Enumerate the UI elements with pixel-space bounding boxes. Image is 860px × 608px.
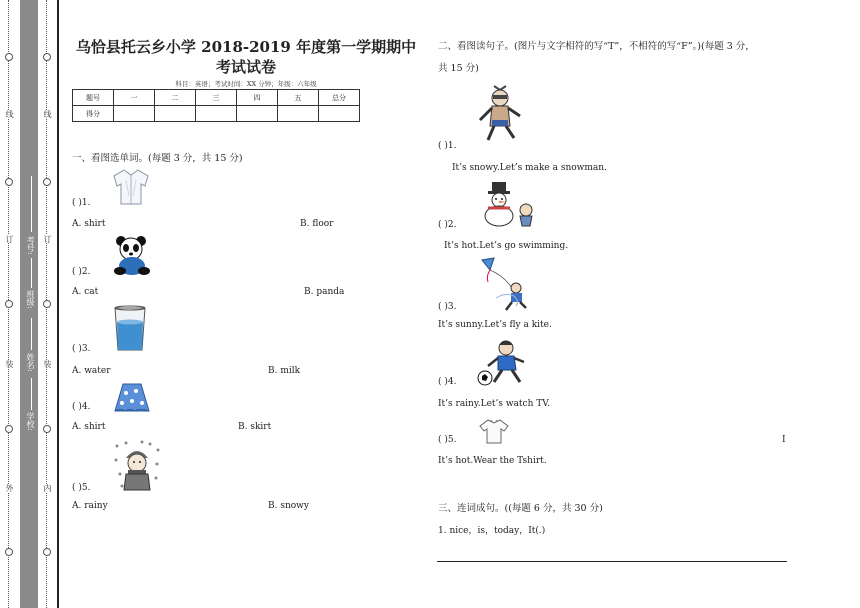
score-cell[interactable] [196,106,237,122]
circle-mark [5,425,13,433]
name-fill-line[interactable] [31,318,32,350]
kite-boy-picture [476,256,532,312]
s2-q1-sentence: It’s snowy.Let’s make a snowman. [452,163,607,173]
circle-mark [43,548,51,556]
score-header-cell: 题号 [73,90,114,106]
section2-heading-line1: 二、看图读句子。(图片与文字相符的写“T”，不相符的写“F”。)(每题 3 分， [438,41,755,52]
s2-q3-blank[interactable]: ( )3. [438,302,457,312]
s1-q3-option-a: A. water [72,366,111,376]
binding-label-zhuang: 装 [5,360,14,368]
s2-q2-blank[interactable]: ( )2. [438,220,457,230]
s1-q5-blank[interactable]: ( )5. [72,483,91,493]
exam-title-line1: 乌恰县托云乡小学 2018-2019 年度第一学期期中 [75,38,417,56]
score-header-cell: 二 [155,90,196,106]
binding-border-line [57,0,59,608]
s2-q2-sentence: It’s hot.Let’s go swimming. [444,241,569,251]
binding-label-ding: 订 [5,235,14,243]
s1-q4-option-b: B. skirt [238,422,272,432]
name-label: 姓名: [26,353,35,372]
s1-q4-option-a: A. shirt [72,422,106,432]
exam-number-label: 考号: [26,236,35,255]
s1-q1-option-b: B. floor [300,219,334,229]
score-header-cell: 五 [278,90,319,106]
binding-label-ding-inner: 订 [43,235,52,243]
section1-heading: 一、看图选单词。(每题 3 分，共 15 分) [72,153,243,164]
circle-mark [5,53,13,61]
binding-label-line: 线 [5,110,14,118]
binding-label-outer: 外 [5,484,14,492]
tshirt-picture [478,417,510,445]
score-table-score-row [73,106,360,122]
skirt-picture [112,381,152,415]
score-cell[interactable] [278,106,319,122]
s1-q3-option-b: B. milk [268,366,301,376]
circle-mark [43,53,51,61]
s1-q5-option-b: B. snowy [268,501,309,511]
s1-q2-blank[interactable]: ( )2. [72,267,91,277]
exam-title-line2: 考试试卷 [215,58,276,76]
s2-q4-sentence: It’s rainy.Let’s watch TV. [438,399,551,409]
circle-mark [43,178,51,186]
s1-q1-blank[interactable]: ( )1. [72,198,91,208]
s1-q4-blank[interactable]: ( )4. [72,402,91,412]
stray-mark: I [782,435,786,445]
circle-mark [5,548,13,556]
circle-mark [43,300,51,308]
s2-q3-sentence: It’s sunny.Let’s fly a kite. [438,320,552,330]
binding-label-inner: 内 [43,484,52,492]
circle-mark [5,300,13,308]
binding-label-zhuang-inner: 装 [43,360,52,368]
s2-q4-blank[interactable]: ( )4. [438,377,457,387]
s1-q2-option-b: B. panda [304,287,345,297]
snowman-picture [474,180,536,228]
s1-q3-blank[interactable]: ( )3. [72,344,91,354]
s3-q1-words: 1. nice，is，today，It(.) [438,526,546,536]
class-label: 班级: [26,290,35,309]
binding-margin [0,0,60,608]
score-cell[interactable] [319,106,360,122]
s2-q5-sentence: It’s hot.Wear the Tshirt. [438,456,547,466]
score-header-cell: 四 [237,90,278,106]
school-fill-line[interactable] [31,378,32,410]
s1-q5-option-a: A. rainy [72,501,108,511]
score-table-header-row [73,90,360,106]
score-header-cell: 三 [196,90,237,106]
football-boy-picture [476,338,528,388]
shirt-picture [110,166,152,206]
s3-q1-answer-line[interactable] [437,561,787,562]
section3-heading: 三、连词成句。((每题 6 分，共 30 分) [438,503,603,514]
s1-q1-option-a: A. shirt [72,219,106,229]
snowy-boy-picture [112,440,162,492]
score-cell[interactable] [237,106,278,122]
panda-picture [110,233,152,277]
score-header-cell: 一 [114,90,155,106]
s1-q2-option-a: A. cat [72,287,99,297]
score-cell[interactable] [114,106,155,122]
score-cell[interactable] [155,106,196,122]
s2-q5-blank[interactable]: ( )5. [438,435,457,445]
class-fill-line[interactable] [31,258,32,288]
glass-of-water-picture [112,305,148,353]
s2-q1-blank[interactable]: ( )1. [438,141,457,151]
exam-number-fill-line[interactable] [31,176,32,232]
swimmer-picture [474,82,526,144]
school-label: 学校: [26,412,35,431]
score-row-label: 得分 [73,106,114,122]
binding-label-line-inner: 线 [43,110,52,118]
score-header-cell: 总分 [319,90,360,106]
exam-info: 科目：英语；考试时间：XX 分钟；年级：六年级 [175,80,317,88]
circle-mark [5,178,13,186]
score-table [72,89,360,122]
circle-mark [43,425,51,433]
section2-heading-line2: 共 15 分) [438,63,479,74]
